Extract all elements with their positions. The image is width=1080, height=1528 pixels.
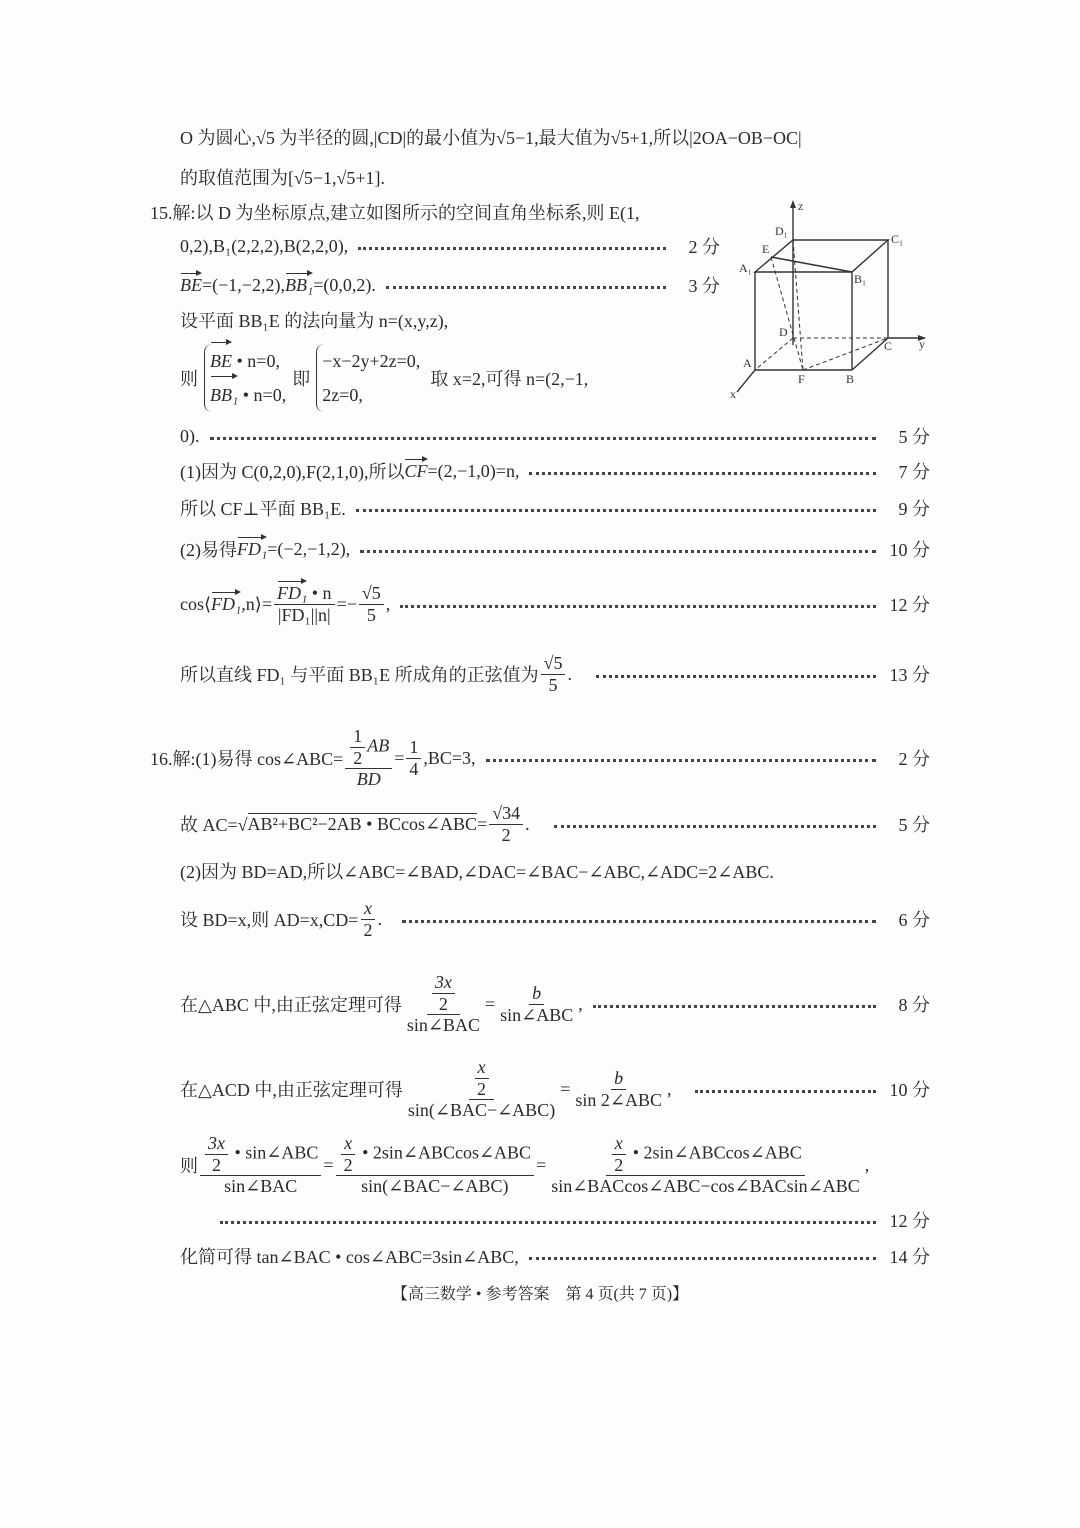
text: 则 xyxy=(180,1156,198,1176)
radicand: AB²+BC²−2AB • BCcos∠ABC xyxy=(247,814,478,834)
text: = xyxy=(477,813,488,834)
segment-EB1 xyxy=(771,257,852,272)
vector: BE xyxy=(210,344,232,378)
text: =− xyxy=(336,593,357,614)
dot-leader xyxy=(529,1257,876,1260)
text: O 为圆心,√5 为半径的圆,|CD|的最小值为√5−1,最大值为√5+1,所以|2OA−OB−OC| xyxy=(180,128,802,148)
svg-text:x: x xyxy=(730,387,736,401)
score: 13 分 xyxy=(889,665,930,685)
text: sin∠BAC xyxy=(224,1176,298,1197)
fraction xyxy=(489,803,523,845)
text: • 2sin∠ABCcos∠ABC xyxy=(628,1142,802,1163)
vector: BE xyxy=(180,274,202,295)
vector: FD₁ xyxy=(211,593,242,614)
text: (2)因为 BD=AD,所以∠ABC=∠BAD,∠DAC=∠BAC−∠ABC,∠ADC=2∠ABC. xyxy=(180,862,774,882)
score: 6 分 xyxy=(898,910,930,930)
svg-text:D: D xyxy=(779,325,788,339)
fraction xyxy=(336,1133,535,1197)
text: 在△ABC 中,由正弦定理可得 xyxy=(180,995,402,1015)
score: 5 分 xyxy=(898,815,930,835)
dot-leader xyxy=(554,825,876,828)
text: sin∠BACcos∠ABC−cos∠BACsin∠ABC xyxy=(551,1176,860,1197)
text: √34 xyxy=(489,803,523,825)
text: x xyxy=(475,1057,489,1079)
text: 0,2),B₁(2,2,2),B(2,2,0), xyxy=(180,235,349,256)
score: 2 分 xyxy=(688,237,720,257)
text: . xyxy=(377,908,382,929)
dot-leader xyxy=(596,675,876,678)
dot-leader xyxy=(356,509,876,512)
fraction xyxy=(200,1133,321,1197)
score: 7 分 xyxy=(898,462,930,482)
text: 15.解:以 D 为坐标原点,建立如图所示的空间直角坐标系,则 E(1, xyxy=(150,203,640,223)
text: 设 BD=x,则 AD=x,CD= xyxy=(180,910,359,930)
fraction xyxy=(572,1068,665,1110)
text: √5 xyxy=(359,583,384,605)
text: 2 xyxy=(343,1154,353,1175)
dot-leader xyxy=(220,1221,876,1224)
vector: BB₁ xyxy=(284,274,314,295)
text: 的取值范围为[√5−1,√5+1]. xyxy=(180,168,386,188)
axis-arrows xyxy=(790,200,926,341)
score: 12 分 xyxy=(889,595,930,615)
text: = xyxy=(484,993,496,1014)
text: , xyxy=(666,1078,672,1099)
vector: FD₁ xyxy=(276,582,308,603)
text: sin∠ABC xyxy=(500,1004,574,1025)
text: 即 xyxy=(292,369,311,389)
score: 5 分 xyxy=(898,427,930,447)
text: = xyxy=(323,1154,334,1175)
x-axis xyxy=(737,370,755,392)
svg-text:B: B xyxy=(846,372,855,386)
text: 1 xyxy=(350,726,365,748)
text: √5 xyxy=(541,653,566,675)
text: =(2,−1,0)=n, xyxy=(427,460,520,481)
text: • 2sin∠ABCcos∠ABC xyxy=(357,1142,532,1163)
text: 则 xyxy=(180,369,198,389)
svg-text:y: y xyxy=(919,337,925,351)
text: sin(∠BAC−∠ABC) xyxy=(361,1176,509,1197)
score: 10 分 xyxy=(889,1080,930,1100)
text: (2)易得 xyxy=(180,540,237,560)
fraction xyxy=(341,1133,356,1175)
text: sin∠BAC xyxy=(406,1015,480,1036)
text: 2 xyxy=(614,1154,624,1175)
text: = xyxy=(560,1078,571,1099)
dot-leader xyxy=(358,247,666,250)
text: 3x xyxy=(205,1133,228,1155)
figure-labels xyxy=(730,199,925,401)
system-brace xyxy=(204,344,286,412)
svg-text:C₁: C₁ xyxy=(891,232,904,246)
text: ,n⟩= xyxy=(241,593,272,614)
score: 14 分 xyxy=(889,1247,930,1267)
text: , xyxy=(864,1154,870,1175)
text: x xyxy=(361,898,375,920)
text: , xyxy=(578,993,583,1014)
fraction xyxy=(541,653,566,695)
dot-leader xyxy=(400,605,876,608)
score: 10 分 xyxy=(889,540,930,560)
text: x xyxy=(341,1133,355,1155)
text: 5 xyxy=(548,674,558,695)
fraction xyxy=(497,983,576,1025)
fraction xyxy=(406,737,421,779)
text: b xyxy=(611,1068,626,1090)
text: 16.解:(1)易得 cos∠ABC= xyxy=(150,749,344,769)
fraction xyxy=(345,726,392,790)
dot-leader xyxy=(210,437,877,440)
text: . xyxy=(525,813,530,834)
text: 化简可得 tan∠BAC • cos∠ABC=3sin∠ABC, xyxy=(180,1247,519,1267)
page-footer: 【高三数学 • 参考答案 第 4 页(共 7 页)】 xyxy=(391,1286,689,1303)
text: 在△ACD 中,由正弦定理可得 xyxy=(180,1080,403,1100)
svg-text:C: C xyxy=(884,339,893,353)
svg-text:A: A xyxy=(743,356,752,370)
text: sin 2∠ABC xyxy=(575,1089,662,1110)
svg-text:B₁: B₁ xyxy=(854,272,867,286)
text: (1)因为 C(0,2,0),F(2,1,0),所以 xyxy=(180,462,405,482)
text: 2 xyxy=(353,747,363,768)
svg-text:D₁: D₁ xyxy=(775,224,788,238)
score: 3 分 xyxy=(688,276,720,296)
svg-text:E: E xyxy=(762,242,770,256)
dot-leader xyxy=(360,550,876,553)
dot-leader xyxy=(593,1005,876,1008)
text: 2z=0, xyxy=(322,385,363,405)
fraction xyxy=(404,972,483,1036)
vector: FD₁ xyxy=(237,538,268,559)
text: 0). xyxy=(180,425,200,446)
text: = xyxy=(394,747,405,768)
text: 设平面 BB₁E 的法向量为 n=(x,y,z), xyxy=(180,311,449,331)
cube-figure xyxy=(725,195,940,405)
text: =(0,0,2). xyxy=(313,274,376,295)
text: cos⟨ xyxy=(180,593,212,614)
text: 故 AC=√ xyxy=(180,815,248,835)
fraction xyxy=(474,1057,489,1099)
top-face xyxy=(755,240,888,272)
fraction xyxy=(405,1057,558,1121)
text: • sin∠ABC xyxy=(230,1142,319,1163)
fraction xyxy=(548,1133,863,1197)
score: 9 分 xyxy=(898,499,930,519)
text: 取 x=2,可得 n=(2,−1, xyxy=(430,369,589,389)
text: 1 xyxy=(406,737,421,759)
text: −x−2y+2z=0, xyxy=(322,350,421,371)
text: 3x xyxy=(432,972,455,994)
fraction xyxy=(205,1133,228,1175)
text: 2 xyxy=(438,993,448,1014)
text: . xyxy=(567,663,572,684)
text: 2 xyxy=(501,824,511,845)
fraction xyxy=(360,898,375,940)
fraction xyxy=(611,1133,626,1175)
text: b xyxy=(529,983,544,1005)
text: 所以 CF⊥平面 BB₁E. xyxy=(180,499,346,519)
text: x xyxy=(612,1133,626,1155)
text: = xyxy=(536,1154,547,1175)
score: 12 分 xyxy=(889,1211,930,1231)
text: • n=0, xyxy=(238,385,287,405)
fraction xyxy=(350,726,365,768)
text: =(−1,−2,2), xyxy=(202,274,285,295)
text: • n xyxy=(307,582,332,603)
vector: BB₁ xyxy=(210,378,238,412)
text: • n=0, xyxy=(232,350,280,371)
system-brace xyxy=(316,344,420,412)
dot-leader xyxy=(386,286,666,289)
dot-leader xyxy=(695,1090,876,1093)
dot-leader xyxy=(529,472,876,475)
vector: CF xyxy=(404,460,428,481)
text: 4 xyxy=(409,758,419,779)
text: BD xyxy=(356,769,381,790)
cube-edges xyxy=(737,202,925,392)
text: AB xyxy=(367,735,390,756)
text: ,BC=3, xyxy=(423,747,476,768)
svg-text:z: z xyxy=(798,199,804,213)
dot-leader xyxy=(486,759,876,762)
text: |FD₁||n| xyxy=(277,604,331,625)
text: 5 xyxy=(366,604,376,625)
text: 所以直线 FD₁ 与平面 BB₁E 所成角的正弦值为 xyxy=(180,665,539,685)
svg-text:A₁: A₁ xyxy=(739,261,752,275)
fraction xyxy=(274,583,335,625)
text: sin(∠BAC−∠ABC) xyxy=(407,1100,556,1121)
score: 8 分 xyxy=(898,995,930,1015)
svg-text:F: F xyxy=(798,372,805,386)
fraction xyxy=(359,583,384,625)
score: 2 分 xyxy=(898,749,930,769)
text: 2 xyxy=(363,919,373,940)
text: 2 xyxy=(212,1154,221,1175)
text: , xyxy=(385,593,391,614)
text: =(−2,−1,2), xyxy=(267,538,351,559)
fraction xyxy=(432,972,455,1014)
hidden-edges xyxy=(755,240,888,370)
text: 2 xyxy=(477,1078,487,1099)
dot-leader xyxy=(402,920,876,923)
